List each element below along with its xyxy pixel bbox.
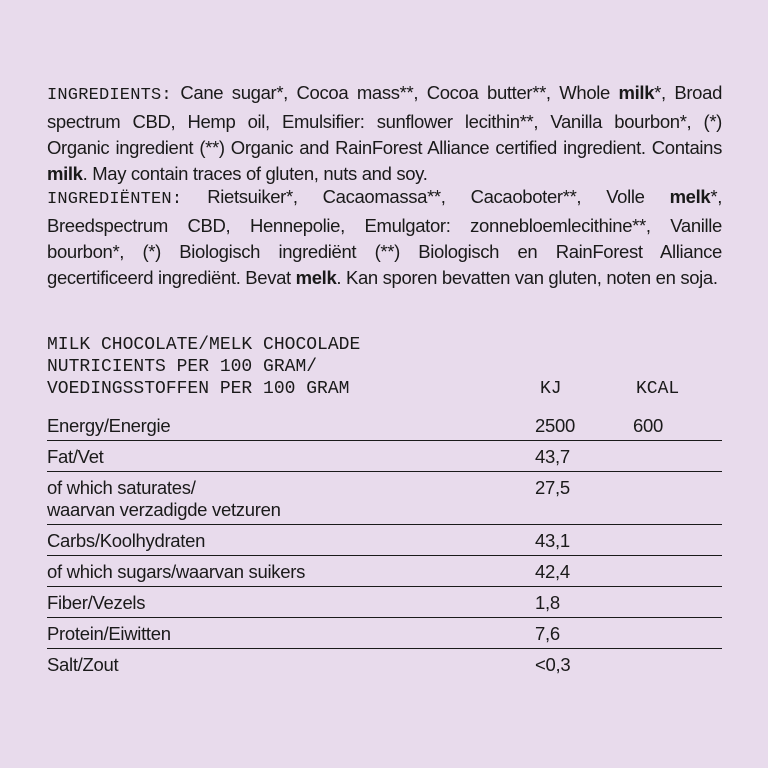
- nutrition-row: [47, 524, 722, 555]
- nutrient-label: Salt/Zout: [47, 654, 119, 675]
- ingredients-nl-text: Rietsuiker*, Cacaomassa**, Cacaoboter**, Volle: [182, 186, 670, 207]
- ingredients-nl-paragraph: [47, 184, 722, 291]
- ingredients-en-heading: INGREDIENTS:: [47, 86, 172, 105]
- nutrient-label: of which sugars/waarvan suikers: [47, 561, 306, 582]
- nutrient-value-kj: 43,7: [535, 446, 570, 467]
- ingredients-nl-allergen: melk: [295, 267, 337, 288]
- nutrition-table: [47, 410, 722, 679]
- nutrient-value-kj: 2500: [535, 415, 575, 436]
- nutrient-label: Protein/Eiwitten: [47, 623, 171, 644]
- nutrition-row: [47, 555, 722, 586]
- nutrition-header-line: MILK CHOCOLATE/MELK CHOCOLADE: [47, 335, 361, 355]
- nutrient-value-kj: <0,3: [535, 654, 571, 675]
- ingredients-nl-heading: INGREDIËNTEN:: [47, 190, 183, 209]
- nutrition-row: [47, 648, 722, 679]
- nutrient-value-kj: 1,8: [535, 592, 560, 613]
- nutrient-label: Fiber/Vezels: [47, 592, 146, 613]
- nutrient-value-kcal: 600: [633, 415, 663, 436]
- nutrient-label: Fat/Vet: [47, 446, 104, 467]
- nutrient-value-kj: 7,6: [535, 623, 560, 644]
- ingredients-en-text: . May contain traces of gluten, nuts and soy.: [82, 163, 428, 184]
- nutrition-row: [47, 471, 722, 524]
- ingredients-en-text: *, Broad spectrum CBD, Hemp oil, Emulsifier: sunflower lecithin**, Vanilla bourbon*, (*) Organic ingredient (**) Organic and RainForest Alliance certified ingredient. Contains: [47, 82, 723, 158]
- nutrient-label: of which saturates/ waarvan verzadigde vetzuren: [47, 477, 281, 520]
- ingredients-nl-text: *, Breedspectrum CBD, Hennepolie, Emulgator: zonnebloemlecithine**, Vanille bourbon*, (*) Biologisch ingrediënt (**) Biologisch en RainForest Alliance gecertificeerd ingrediënt. Bevat: [47, 186, 722, 288]
- column-header-kcal: KCAL: [636, 379, 680, 399]
- nutrient-value-kj: 42,4: [535, 561, 570, 582]
- nutrition-header: [47, 334, 360, 400]
- nutrition-row: [47, 617, 722, 648]
- nutrition-header-line: NUTRICIENTS PER 100 GRAM/: [47, 357, 318, 377]
- ingredients-nl-allergen: melk: [669, 186, 711, 207]
- nutrition-header-line: VOEDINGSSTOFFEN PER 100 GRAM: [47, 379, 350, 399]
- ingredients-en-allergen: milk: [47, 163, 83, 184]
- nutrient-label: Energy/Energie: [47, 415, 171, 436]
- nutrition-row: [47, 586, 722, 617]
- ingredients-en-paragraph: [47, 80, 722, 187]
- nutrient-value-kj: 27,5: [535, 477, 570, 498]
- ingredients-en-text: Cane sugar*, Cocoa mass**, Cocoa butter**, Whole: [171, 82, 619, 103]
- nutrient-label: Carbs/Koolhydraten: [47, 530, 206, 551]
- ingredients-en-allergen: milk: [618, 82, 655, 103]
- nutrition-row: [47, 410, 722, 440]
- ingredients-nl-text: . Kan sporen bevatten van gluten, noten en soja.: [336, 267, 718, 288]
- nutrition-row: [47, 440, 722, 471]
- nutrient-value-kj: 43,1: [535, 530, 570, 551]
- column-header-kj: KJ: [540, 379, 562, 399]
